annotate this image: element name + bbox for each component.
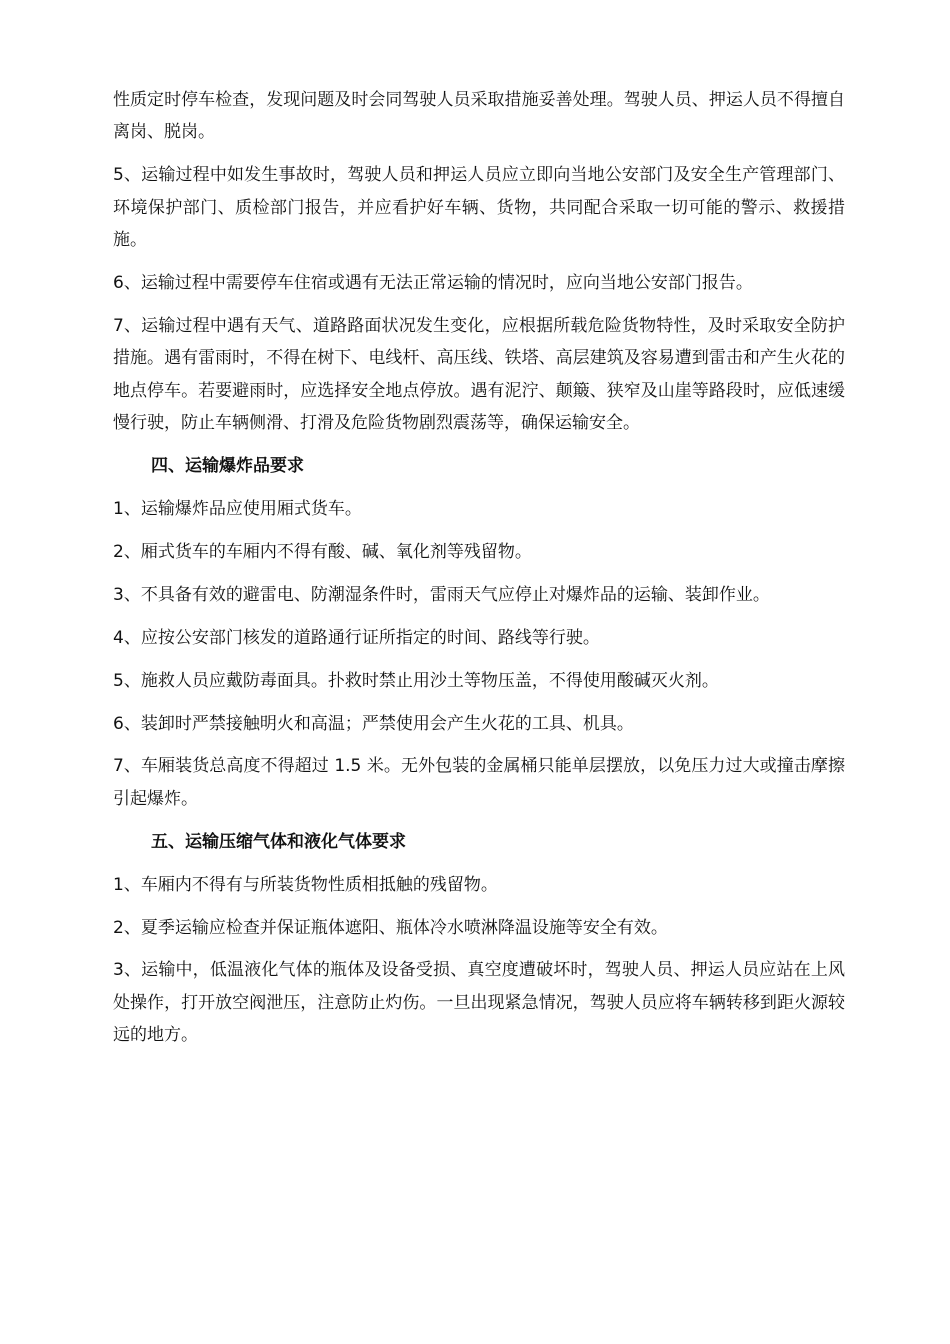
explosives-item-6: 6、装卸时严禁接触明火和高温；严禁使用会产生火花的工具、机具。 [113,713,634,734]
paragraph-continuation: 性质定时停车检查，发现问题及时会同驾驶人员采取措施妥善处理。驾驶人员、押运人员不得擅自离岗、脱岗。 [113,90,845,143]
explosives-item-5: 5、施救人员应戴防毒面具。扑救时禁止用沙土等物压盖，不得使用酸碱灭火剂。 [113,670,719,691]
gases-item-2: 2、夏季运输应检查并保证瓶体遮阳、瓶体冷水喷淋降温设施等安全有效。 [113,917,668,938]
explosives-item-4: 4、应按公安部门核发的道路通行证所指定的时间、路线等行驶。 [113,627,600,648]
document-body [113,84,845,1062]
explosives-item-3: 3、不具备有效的避雷电、防潮湿条件时，雷雨天气应停止对爆炸品的运输、装卸作业。 [113,584,770,605]
explosives-item-7: 7、车厢装货总高度不得超过 1.5 米。无外包装的金属桶只能单层摆放，以免压力过大或撞击摩擦引起爆炸。 [113,756,845,809]
paragraph-item-6: 6、运输过程中需要停车住宿或遇有无法正常运输的情况时，应向当地公安部门报告。 [113,273,753,294]
explosives-item-1: 1、运输爆炸品应使用厢式货车。 [113,498,362,519]
section-heading-explosives: 四、运输爆炸品要求 [151,456,304,477]
paragraph-item-7: 7、运输过程中遇有天气、道路路面状况发生变化，应根据所载危险货物特性，及时采取安全防护措施。遇有雷雨时，不得在树下、电线杆、高压线、铁塔、高层建筑及容易遭到雷击和产生火花的地点停车。若要避雨时，应选择安全地点停放。遇有泥泞、颠簸、狭窄及山崖等路段时，应低速缓慢行驶，防止车辆侧滑、打滑及危险货物剧烈震荡等，确保运输安全。 [113,315,845,434]
gases-item-3: 3、运输中，低温液化气体的瓶体及设备受损、真空度遭破坏时，驾驶人员、押运人员应站在上风处操作，打开放空阀泄压，注意防止灼伤。一旦出现紧急情况，驾驶人员应将车辆转移到距火源较远的地方。 [113,960,845,1046]
gases-item-1: 1、车厢内不得有与所装货物性质相抵触的残留物。 [113,874,498,895]
paragraph-item-5: 5、运输过程中如发生事故时，驾驶人员和押运人员应立即向当地公安部门及安全生产管理部门、环境保护部门、质检部门报告，并应看护好车辆、货物，共同配合采取一切可能的警示、救援措施。 [113,165,845,251]
explosives-item-2: 2、厢式货车的车厢内不得有酸、碱、氧化剂等残留物。 [113,541,532,562]
section-heading-gases: 五、运输压缩气体和液化气体要求 [151,831,406,852]
